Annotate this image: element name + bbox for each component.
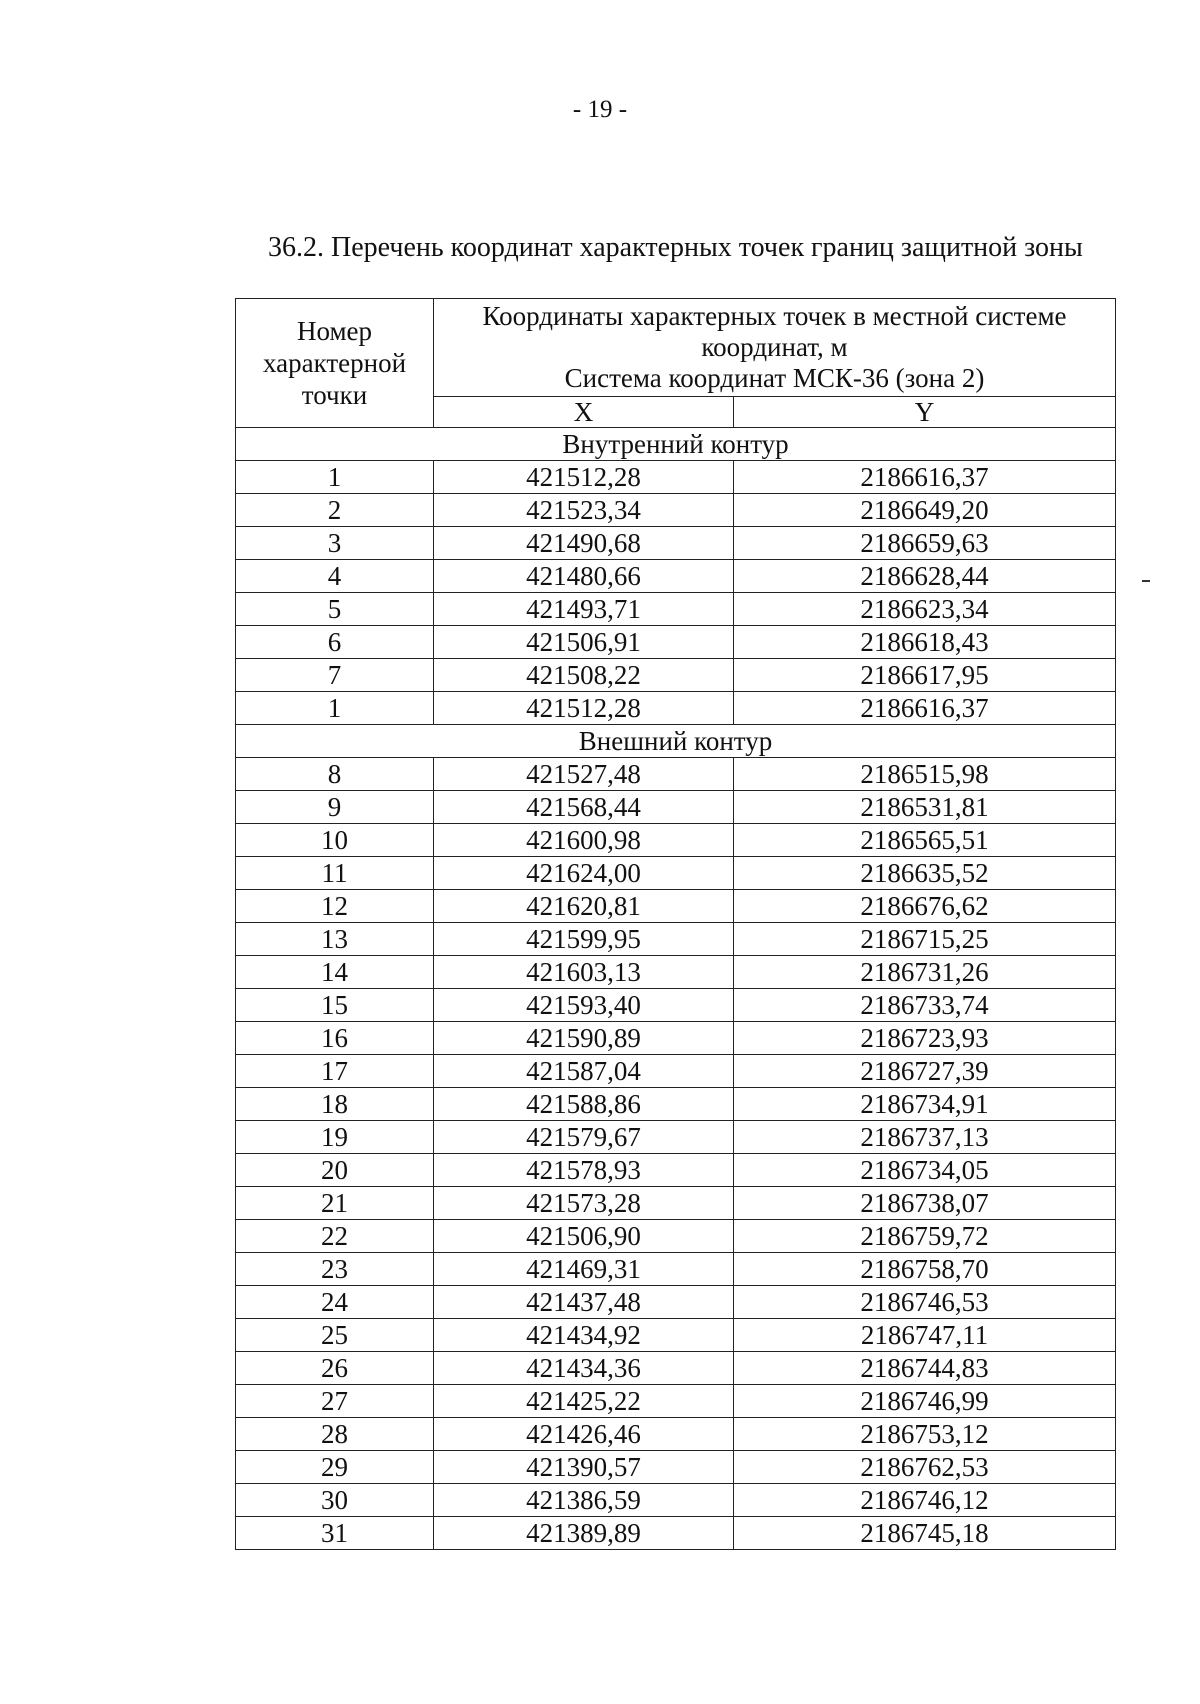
point-number-cell: 11 [236,857,434,890]
x-coordinate-cell: 421599,95 [434,923,734,956]
table-row [236,1121,1116,1154]
table-row [236,1286,1116,1319]
y-coordinate-cell: 2186731,26 [734,956,1116,989]
table-row [236,1088,1116,1121]
table-row [236,1352,1116,1385]
point-number-cell: 24 [236,1286,434,1319]
table-row [236,1484,1116,1517]
y-coordinate-cell: 2186649,20 [734,494,1116,527]
point-number-cell: 29 [236,1451,434,1484]
table-row [236,890,1116,923]
header-coordinates-title: Координаты характерных точек в местной системе координат, м [482,301,1067,362]
point-number-cell: 5 [236,593,434,626]
y-coordinate-cell: 2186715,25 [734,923,1116,956]
table-row [236,824,1116,857]
table-body [236,428,1116,1550]
x-coordinate-cell: 421493,71 [434,593,734,626]
header-x: X [434,397,734,428]
section-heading: 36.2. Перечень координат характерных точек границ защитной зоны [268,232,1083,263]
section-row [236,428,1116,461]
table-row [236,791,1116,824]
y-coordinate-cell: 2186762,53 [734,1451,1116,1484]
x-coordinate-cell: 421469,31 [434,1253,734,1286]
y-coordinate-cell: 2186617,95 [734,659,1116,692]
y-coordinate-cell: 2186618,43 [734,626,1116,659]
x-coordinate-cell: 421480,66 [434,560,734,593]
section-title: Внутренний контур [236,428,1116,461]
point-number-cell: 2 [236,494,434,527]
point-number-cell: 1 [236,692,434,725]
point-number-cell: 10 [236,824,434,857]
y-coordinate-cell: 2186623,34 [734,593,1116,626]
section-row [236,725,1116,758]
table-header [236,299,1116,428]
point-number-cell: 4 [236,560,434,593]
x-coordinate-cell: 421573,28 [434,1187,734,1220]
point-number-cell: 8 [236,758,434,791]
x-coordinate-cell: 421434,36 [434,1352,734,1385]
table-row [236,593,1116,626]
point-number-cell: 12 [236,890,434,923]
table-row [236,989,1116,1022]
table-row [236,1319,1116,1352]
point-number-cell: 22 [236,1220,434,1253]
table-row [236,923,1116,956]
y-coordinate-cell: 2186676,62 [734,890,1116,923]
point-number-cell: 30 [236,1484,434,1517]
x-coordinate-cell: 421578,93 [434,1154,734,1187]
x-coordinate-cell: 421593,40 [434,989,734,1022]
point-number-cell: 6 [236,626,434,659]
x-coordinate-cell: 421588,86 [434,1088,734,1121]
table-row [236,1385,1116,1418]
table-row [236,560,1116,593]
y-coordinate-cell: 2186616,37 [734,461,1116,494]
point-number-cell: 9 [236,791,434,824]
header-coordinate-system: Система координат МСК-36 (зона 2) [564,363,985,393]
x-coordinate-cell: 421512,28 [434,461,734,494]
y-coordinate-cell: 2186616,37 [734,692,1116,725]
y-coordinate-cell: 2186734,05 [734,1154,1116,1187]
y-coordinate-cell: 2186758,70 [734,1253,1116,1286]
header-coordinates [434,299,1116,397]
table-row [236,1451,1116,1484]
margin-mark [1142,580,1150,582]
y-coordinate-cell: 2186745,18 [734,1517,1116,1550]
y-coordinate-cell: 2186733,74 [734,989,1116,1022]
x-coordinate-cell: 421390,57 [434,1451,734,1484]
point-number-cell: 19 [236,1121,434,1154]
x-coordinate-cell: 421506,90 [434,1220,734,1253]
x-coordinate-cell: 421490,68 [434,527,734,560]
table-row [236,692,1116,725]
table-row [236,527,1116,560]
table-row [236,1220,1116,1253]
y-coordinate-cell: 2186734,91 [734,1088,1116,1121]
y-coordinate-cell: 2186723,93 [734,1022,1116,1055]
x-coordinate-cell: 421603,13 [434,956,734,989]
table-row [236,1187,1116,1220]
table-row [236,659,1116,692]
y-coordinate-cell: 2186738,07 [734,1187,1116,1220]
y-coordinate-cell: 2186515,98 [734,758,1116,791]
section-title: Внешний контур [236,725,1116,758]
table-row [236,1022,1116,1055]
x-coordinate-cell: 421426,46 [434,1418,734,1451]
x-coordinate-cell: 421620,81 [434,890,734,923]
y-coordinate-cell: 2186744,83 [734,1352,1116,1385]
point-number-cell: 21 [236,1187,434,1220]
x-coordinate-cell: 421386,59 [434,1484,734,1517]
table-row [236,1055,1116,1088]
table-row [236,758,1116,791]
x-coordinate-cell: 421425,22 [434,1385,734,1418]
y-coordinate-cell: 2186635,52 [734,857,1116,890]
table-row [236,857,1116,890]
x-coordinate-cell: 421590,89 [434,1022,734,1055]
coordinates-table [235,298,1116,1550]
table-row [236,626,1116,659]
x-coordinate-cell: 421437,48 [434,1286,734,1319]
y-coordinate-cell: 2186565,51 [734,824,1116,857]
point-number-cell: 7 [236,659,434,692]
y-coordinate-cell: 2186746,99 [734,1385,1116,1418]
y-coordinate-cell: 2186746,12 [734,1484,1116,1517]
y-coordinate-cell: 2186659,63 [734,527,1116,560]
table-row [236,1517,1116,1550]
x-coordinate-cell: 421568,44 [434,791,734,824]
table-row [236,1253,1116,1286]
y-coordinate-cell: 2186746,53 [734,1286,1116,1319]
x-coordinate-cell: 421506,91 [434,626,734,659]
y-coordinate-cell: 2186628,44 [734,560,1116,593]
x-coordinate-cell: 421600,98 [434,824,734,857]
table-row [236,956,1116,989]
point-number-cell: 25 [236,1319,434,1352]
x-coordinate-cell: 421523,34 [434,494,734,527]
header-point-number: Номер характерной точки [236,299,434,428]
x-coordinate-cell: 421434,92 [434,1319,734,1352]
point-number-cell: 14 [236,956,434,989]
point-number-cell: 27 [236,1385,434,1418]
x-coordinate-cell: 421587,04 [434,1055,734,1088]
point-number-cell: 17 [236,1055,434,1088]
header-y: Y [734,397,1116,428]
point-number-cell: 18 [236,1088,434,1121]
point-number-cell: 13 [236,923,434,956]
x-coordinate-cell: 421389,89 [434,1517,734,1550]
point-number-cell: 26 [236,1352,434,1385]
y-coordinate-cell: 2186753,12 [734,1418,1116,1451]
page-number: - 19 - [572,96,628,123]
table-row [236,461,1116,494]
point-number-cell: 31 [236,1517,434,1550]
table-row [236,494,1116,527]
point-number-cell: 20 [236,1154,434,1187]
x-coordinate-cell: 421579,67 [434,1121,734,1154]
y-coordinate-cell: 2186727,39 [734,1055,1116,1088]
y-coordinate-cell: 2186759,72 [734,1220,1116,1253]
x-coordinate-cell: 421527,48 [434,758,734,791]
y-coordinate-cell: 2186531,81 [734,791,1116,824]
point-number-cell: 16 [236,1022,434,1055]
x-coordinate-cell: 421624,00 [434,857,734,890]
point-number-cell: 15 [236,989,434,1022]
y-coordinate-cell: 2186737,13 [734,1121,1116,1154]
x-coordinate-cell: 421512,28 [434,692,734,725]
x-coordinate-cell: 421508,22 [434,659,734,692]
point-number-cell: 3 [236,527,434,560]
point-number-cell: 1 [236,461,434,494]
point-number-cell: 28 [236,1418,434,1451]
table-row [236,1418,1116,1451]
y-coordinate-cell: 2186747,11 [734,1319,1116,1352]
table-row [236,1154,1116,1187]
point-number-cell: 23 [236,1253,434,1286]
